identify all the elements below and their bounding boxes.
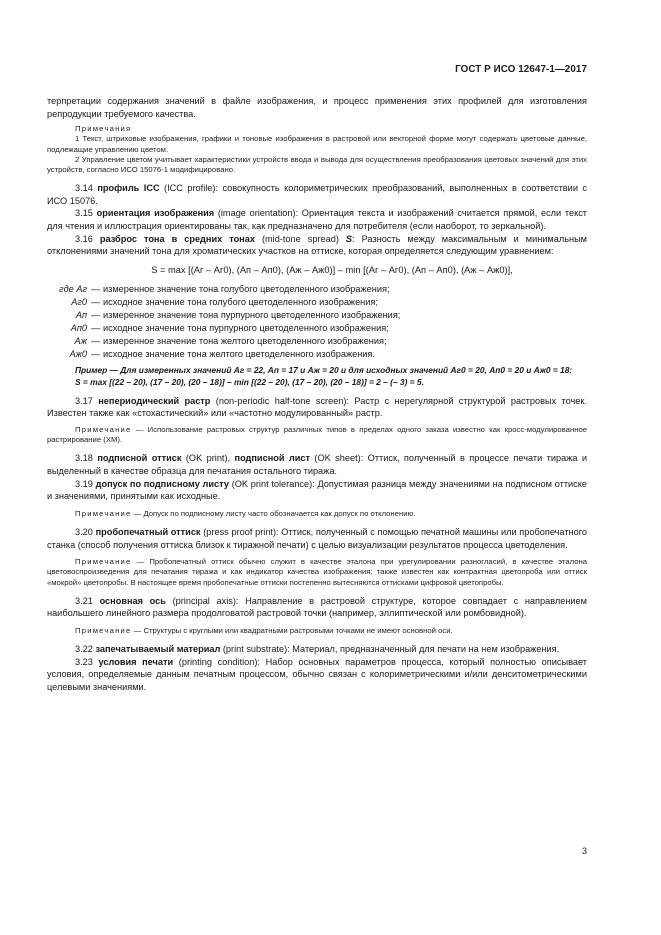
standard-header: ГОСТ Р ИСО 12647-1—2017 (455, 64, 587, 75)
term-3-18: 3.18 подписной оттиск (OK print), подписной лист (OK sheet): Оттиск, полученный в процессе печати тиража и выделенный в качестве образца для печатания остального тиража. (47, 453, 588, 476)
example-block (47, 365, 587, 387)
notes-block (47, 124, 587, 175)
term-3-17: 3.17 непериодический растр (non-periodic half-tone screen): Растр с нерегулярной структурой растровых точек. Известен также как «стохастический» или «частотно модулированный» растр. (47, 395, 587, 419)
symbol-row: Aп0 — исходное значение тона пурпурного цветоделенного изображения; (70, 323, 389, 334)
tone-spread-formula: S = max [(Aг – Aг0), (Aп – Aп0), (Aж – Aж0)] – min [(Aг – Aг0), (Aп – Aп0), (Aж – Aж0)], (151, 264, 513, 275)
term-3-16: 3.16 разброс тона в средних тонах (mid-tone spread) S: Разность между максимальным и минимальным отклонениями значений тона для хроматических участков на оттиске, которая определяется следующим уравнением: (47, 233, 587, 257)
term-3-20: 3.20 пробопечатный оттиск (press proof print): Оттиск, полученный с помощью печатной машины или пробопечатного станка (способ получения оттиска близок к тиражной печати) с целью визуализации результатов процесса цветоделения. (47, 526, 587, 550)
document-body (47, 95, 587, 694)
note-3-19: Примечание — Допуск по подписному листу часто обозначается как допуск по отклонению. (75, 508, 416, 518)
term-3-22: 3.22 запечатываемый материал (print substrate): Материал, предназначенный для печати на нем изображения. (75, 644, 560, 655)
note-3-21: Примечание — Структуры с круглыми или квадратными растровыми точками не имеют основной оси. (75, 625, 453, 635)
example-line-1: Пример — Для измеренных значений Aг = 22, Aп = 17 и Aж = 20 и для исходных значений Aг0 = 20, Aп0 = 20 и Aж0 = 18: (75, 365, 573, 376)
example-line-2: S = max [(22 – 20), (17 – 20), (20 – 18)] – min [(22 – 20), (17 – 20), (20 – 18)] = 2 – (– 3) = 5. (75, 376, 424, 387)
intro-paragraph: терпретации содержания значений в файле изображения, и процесс применения этих профилей для изготовления репродукции требуемого качества. (47, 96, 587, 119)
document-page (47, 0, 587, 935)
term-3-15: 3.15 ориентация изображения (image orientation): Ориентация текста и изображений считается прямой, если текст для чтения и иллюстрация ориентированы так, как предназначено для потребителя (если наоборот, то зеркальной). (47, 208, 587, 231)
notes-heading: Примечания (75, 124, 132, 134)
page-number: 3 (581, 846, 587, 856)
symbol-row: Aж — измеренное значение тона желтого цветоделенного изображения; (74, 336, 387, 347)
symbol-list (47, 283, 587, 361)
symbol-row: где Aг — измеренное значение тона голубого цветоделенного изображения; (59, 284, 390, 295)
term-3-19: 3.19 допуск по подписному листу (OK print tolerance): Допустимая разница между значениями на подписном оттиске и значениями, принятыми как исходные. (47, 478, 587, 502)
symbol-row: Aп — измеренное значение тона пурпурного цветоделенного изображения; (75, 310, 401, 321)
note-3-20: Примечание — Пробопечатный оттиск обычно служит в качестве эталона при урегулировании разногласий, в качестве эталона цветовоспроизведения для печатания тиража и как индикатор качества изображения; также известен как контрактная цветопроба или оттиск «мокрой» цветопробы. В настоящее время пробопечатные оттиски постепенно вытесняются оттисками цифровой цветопробы. (47, 557, 587, 587)
term-3-21: 3.21 основная ось (principal axis): Направление в растровой структуре, которое совпадает с направлением наибольшего линейного размера продолговатой растровой точки (например, эллиптической или ромбовидной). (47, 595, 587, 619)
note-3-17: Примечание — Использование растровых структур различных типов в пределах одного заказа известно как кросс-модулированное растрирование (ХМ). (47, 424, 587, 445)
term-3-23: 3.23 условия печати (printing condition): Набор основных параметров процесса, который полностью описывает условия, определяемые данным печатным процессом, обычно связан с колориметрическими и/или денситометрическими целевыми значениями. (47, 656, 587, 692)
note-2: 2 Управление цветом учитывает характеристики устройств ввода и вывода для осуществления преобразования цветовых значений для этих устройств, согласно ИСО 15076-1 модифицировано. (47, 154, 587, 174)
symbol-row: Aг0 — исходное значение тона голубого цветоделенного изображения; (71, 297, 378, 308)
symbol-row: Aж0 — исходное значение тона желтого цветоделенного изображения. (69, 349, 375, 360)
note-1: 1 Текст, штриховые изображения, графики и тоновые изображения в растровой или векторной форме могут содержать цветовые данные, подлежащие управлению цветом. (47, 134, 587, 154)
term-3-14: 3.14 профиль ICC (ICC profile): совокупность колориметрических преобразований, выполненных в соответствии с ИСО 15076. (47, 183, 588, 206)
